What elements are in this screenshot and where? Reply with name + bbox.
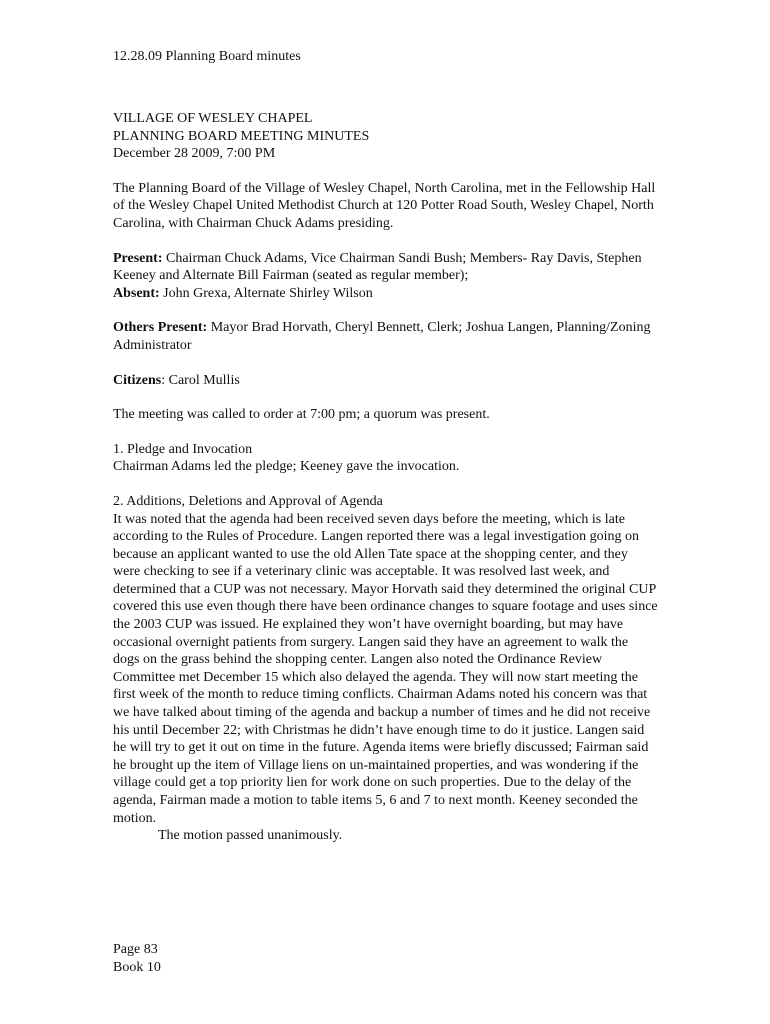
present-text: Chairman Chuck Adams, Vice Chairman Sandi Bush; Members- Ray Davis, Stephen Keeney and Alternate Bill Fairman (seated as regular member); (113, 250, 642, 284)
absent-line (113, 285, 658, 303)
item-1-heading: 1. Pledge and Invocation (113, 441, 253, 457)
others-present-line (113, 319, 658, 354)
document-body (113, 110, 658, 845)
village-name: VILLAGE OF WESLEY CHAPEL (113, 111, 313, 126)
others-present-label: Others Present: (113, 320, 208, 336)
absent-text: John Grexa, Alternate Shirley Wilson (163, 285, 373, 301)
meeting-date: December 28 2009, 7:00 PM (113, 146, 276, 162)
document-title: PLANNING BOARD MEETING MINUTES (113, 128, 370, 144)
item-2-text: It was noted that the agenda had been received seven days before the meeting, which is late according to the Rules of Procedure. Langen reported there was a legal investigation going on because an applicant wanted to use the old Allen Tate space at the shopping center, and they were checking to see if a veterinary clinic was acceptable. It was resolved last week, and determined that a CUP was not necessary. Mayor Horvath said they determined the original CUP covered this use even though there have been ordinance changes to square footage and uses since the 2003 CUP was issued. He explained they won’t have overnight boarding, but may have occasional overnight patients from surgery. Langen said they have an agreement to walk the dogs on the grass behind the shopping center. Langen also noted the Ordinance Review Committee met December 15 which also delayed the agenda. They will now start meeting the first week of the month to reduce timing conflicts. Chairman Adams noted his concern was that we have talked about timing of the agenda and backup a number of times and he did not receive his until December 22; with Christmas he didn’t have enough time to do it justice. Langen said he will try to get it out on time in the future. Agenda items were briefly discussed; Fairman said he brought up the item of Village liens on un-maintained properties, and was wondering if the village could get a top priority lien for work done on such properties. Due to the delay of the agenda, Fairman made a motion to table items 5, 6 and 7 to next month. Keeney seconded the motion. (113, 511, 658, 826)
present-label: Present: (113, 250, 163, 266)
attendance-block (113, 250, 658, 303)
page-header: 12.28.09 Planning Board minutes (113, 49, 301, 64)
book-number: Book 10 (113, 959, 161, 975)
absent-label: Absent: (113, 285, 160, 301)
page-footer (113, 941, 161, 976)
page-number: Page 83 (113, 942, 158, 957)
citizens-label: Citizens (113, 372, 162, 388)
intro-paragraph: The Planning Board of the Village of Wesley Chapel, North Carolina, met in the Fellowship Hall of the Wesley Chapel United Methodist Church at 120 Potter Road South, Wesley Chapel, North Carolina, with Chairman Chuck Adams presiding. (113, 180, 656, 231)
agenda-item-1 (113, 441, 658, 476)
call-to-order: The meeting was called to order at 7:00 pm; a quorum was present. (113, 407, 490, 423)
item-1-text: Chairman Adams led the pledge; Keeney gave the invocation. (113, 459, 460, 475)
item-2-motion: The motion passed unanimously. (158, 828, 343, 844)
title-block (113, 110, 658, 163)
present-line (113, 250, 658, 285)
others-present-text: Mayor Brad Horvath, Cheryl Bennett, Clerk; Joshua Langen, Planning/Zoning Administrator (113, 320, 651, 353)
citizens-text: : Carol Mullis (161, 372, 240, 388)
agenda-item-2 (113, 493, 658, 845)
item-2-heading: 2. Additions, Deletions and Approval of Agenda (113, 493, 383, 509)
citizens-line (113, 372, 658, 390)
